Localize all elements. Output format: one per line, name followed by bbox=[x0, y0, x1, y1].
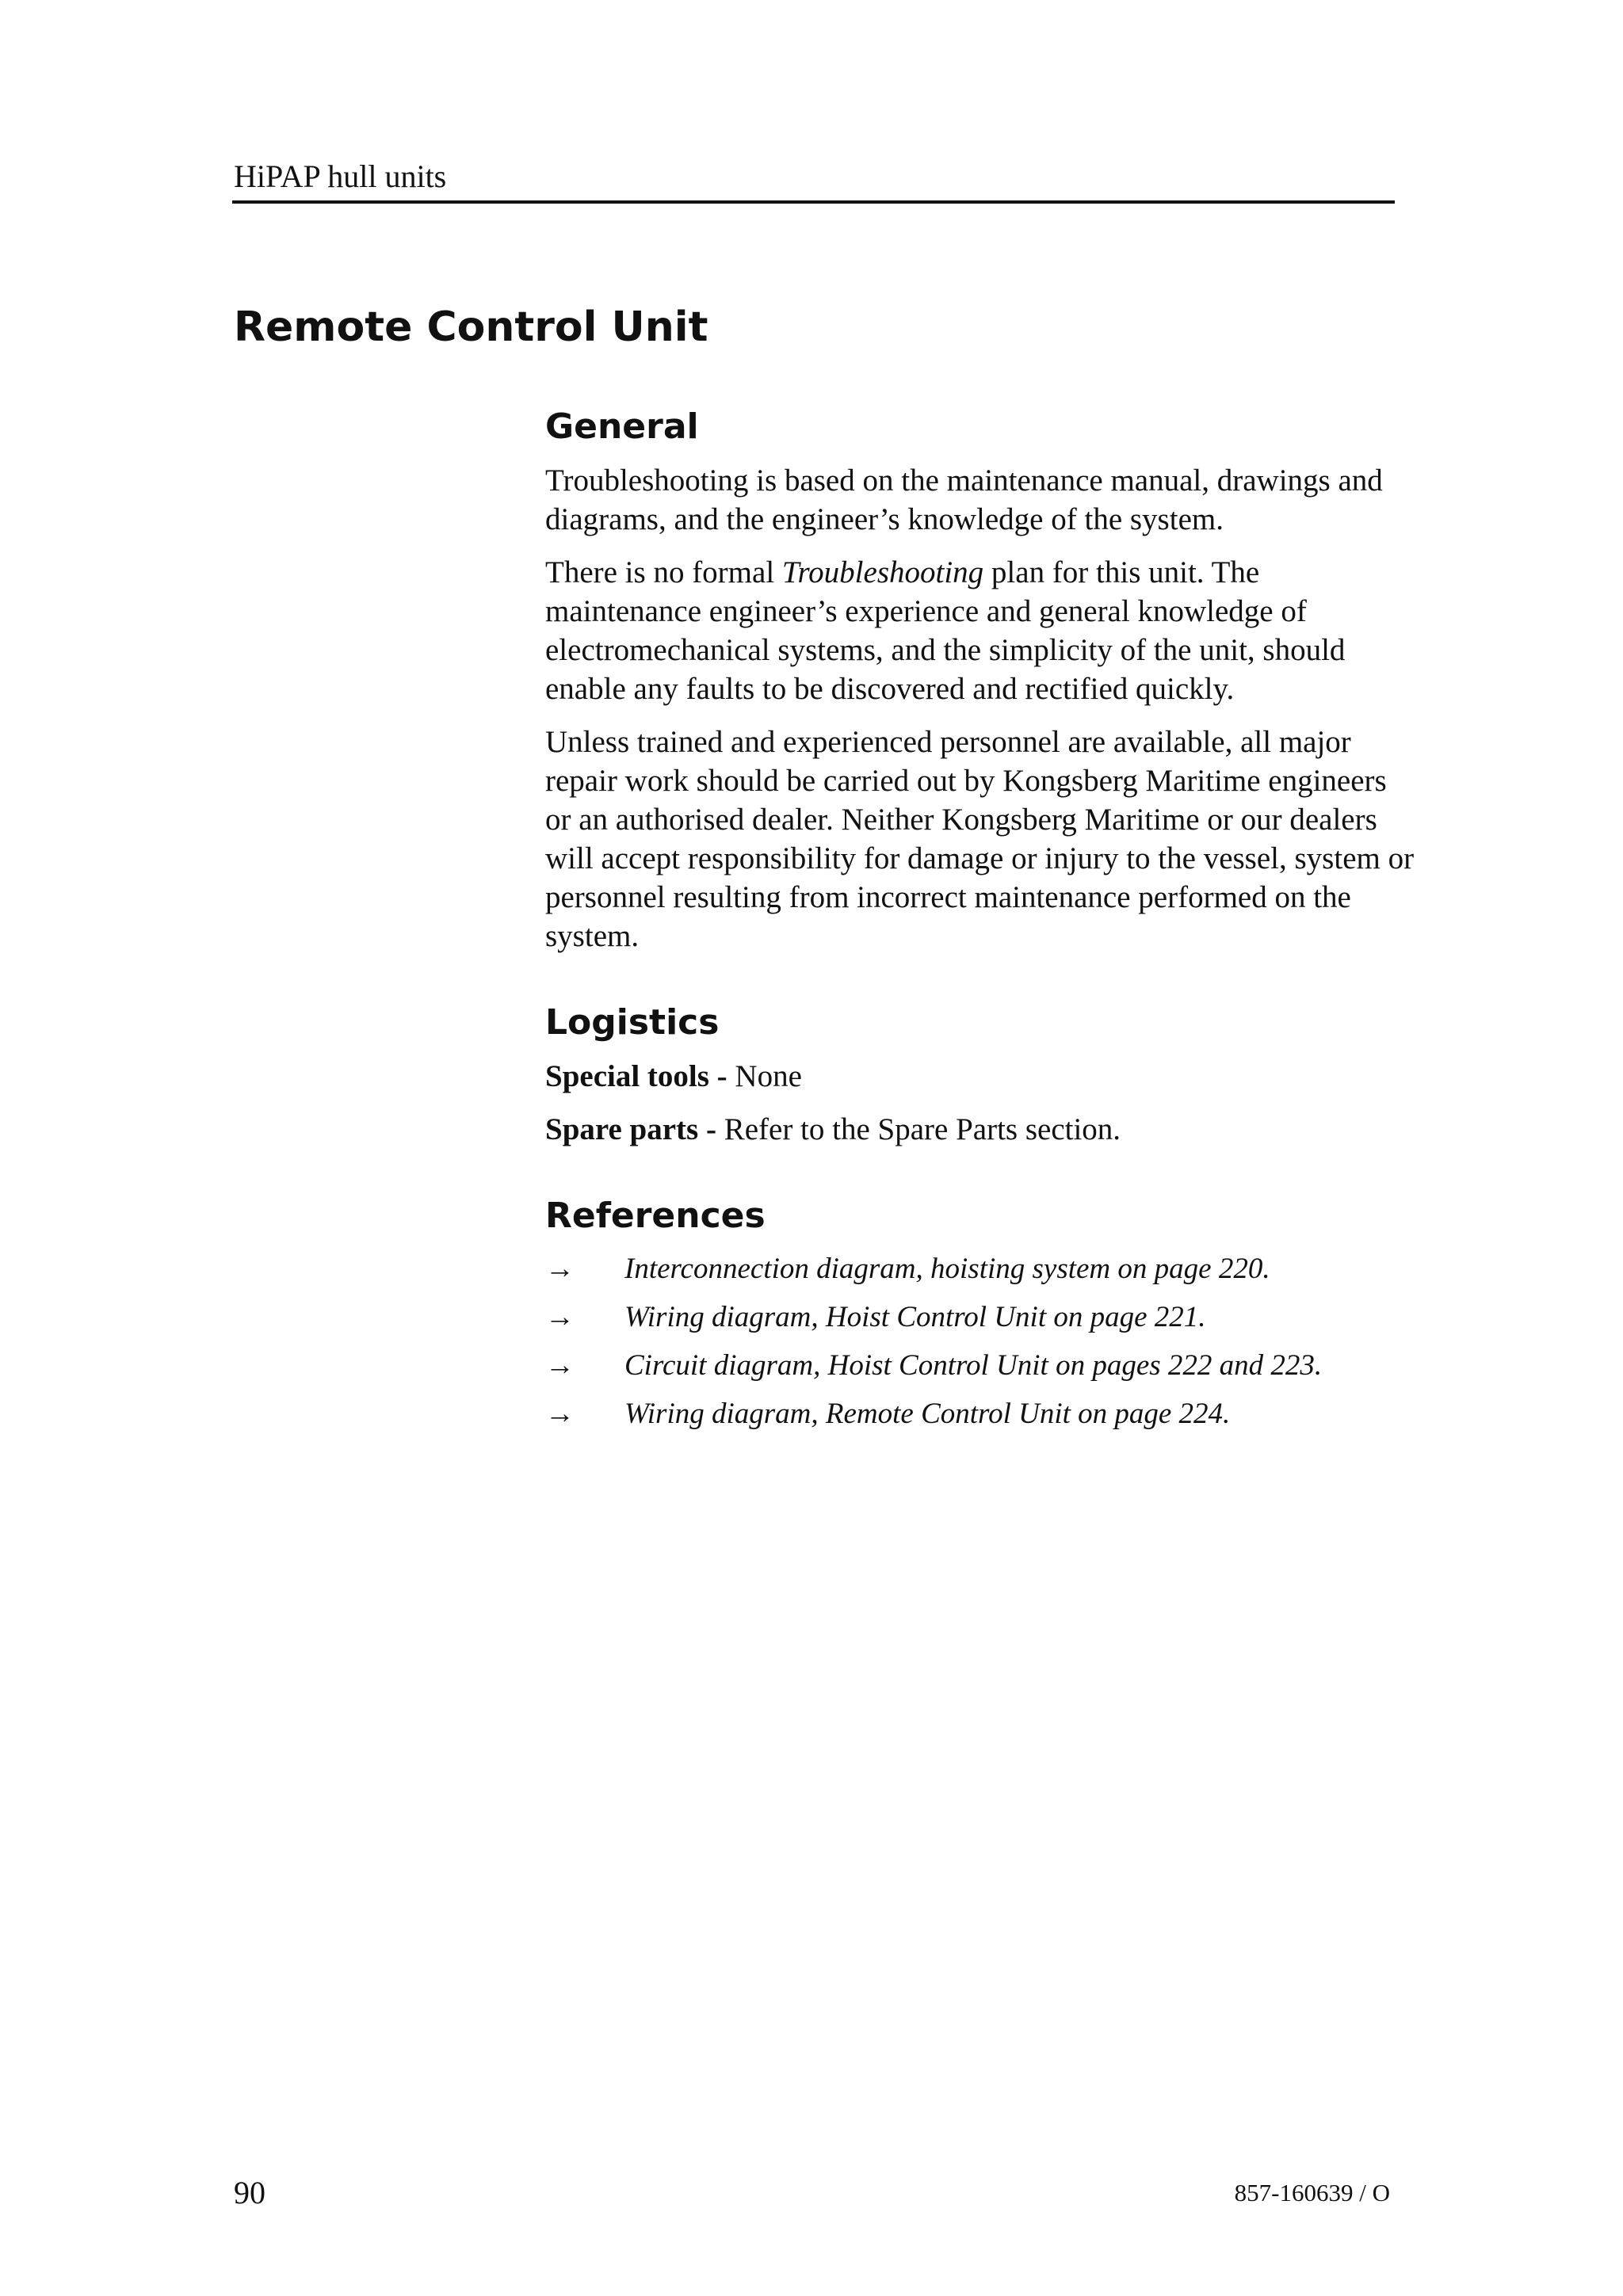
logistics-heading: Logistics bbox=[545, 1002, 720, 1043]
arrow-right-icon: → bbox=[545, 1349, 575, 1382]
section-references bbox=[545, 1192, 1417, 1432]
reference-link[interactable]: Wiring diagram, Remote Control Unit on page 224. bbox=[624, 1398, 1231, 1430]
special-tools-label: Special tools - bbox=[545, 1059, 727, 1093]
general-paragraph-2-end: plan for this unit. The maintenance engineer’s experience and general knowledge of electromechanical systems, and the simplicity of the unit, should enable any faults to be discovered and rectified quickly. bbox=[545, 555, 1346, 706]
general-paragraph-3: Unless trained and experienced personnel are available, all major repair work should be carried out by Kongsberg Maritime engineers or an authorised dealer. Neither Kongsberg Maritime or our dealers will accept responsibility for damage or injury to the vessel, system or personnel resulting from incorrect maintenance performed on the system. bbox=[545, 725, 1415, 953]
general-heading: General bbox=[545, 406, 699, 447]
spare-parts-line bbox=[545, 1110, 1417, 1149]
reference-item bbox=[545, 1250, 1417, 1287]
arrow-right-icon: → bbox=[545, 1398, 575, 1430]
header-rule bbox=[232, 200, 1395, 204]
reference-link[interactable]: Circuit diagram, Hoist Control Unit on pages 222 and 223. bbox=[624, 1349, 1323, 1382]
general-paragraph-2-start: There is no formal bbox=[545, 555, 782, 589]
arrow-right-icon: → bbox=[545, 1301, 575, 1333]
page-number: 90 bbox=[234, 2175, 265, 2210]
reference-link[interactable]: Wiring diagram, Hoist Control Unit on page 221. bbox=[624, 1301, 1206, 1333]
reference-link[interactable]: Interconnection diagram, hoisting system on page 220. bbox=[624, 1253, 1270, 1285]
spare-parts-value: Refer to the Spare Parts section. bbox=[716, 1112, 1121, 1146]
reference-item bbox=[545, 1395, 1417, 1432]
content-column bbox=[545, 402, 1417, 1475]
general-paragraph-2 bbox=[545, 553, 1417, 708]
chapter-title: Remote Control Unit bbox=[234, 303, 708, 351]
arrow-right-icon: → bbox=[545, 1253, 575, 1285]
section-general bbox=[545, 402, 1417, 955]
general-paragraph-1: Troubleshooting is based on the maintenance manual, drawings and diagrams, and the engineer’s knowledge of the system. bbox=[545, 463, 1383, 536]
special-tools-value: None bbox=[727, 1059, 802, 1093]
document-number: 857-160639 / O bbox=[1234, 2179, 1390, 2206]
troubleshooting-term: Troubleshooting bbox=[781, 555, 984, 589]
spare-parts-label: Spare parts - bbox=[545, 1112, 716, 1146]
reference-item bbox=[545, 1299, 1417, 1336]
reference-item bbox=[545, 1347, 1417, 1384]
running-header: HiPAP hull units bbox=[234, 158, 447, 194]
special-tools-line bbox=[545, 1057, 1417, 1096]
reference-list bbox=[545, 1250, 1417, 1432]
section-logistics bbox=[545, 998, 1417, 1149]
references-heading: References bbox=[545, 1196, 766, 1236]
